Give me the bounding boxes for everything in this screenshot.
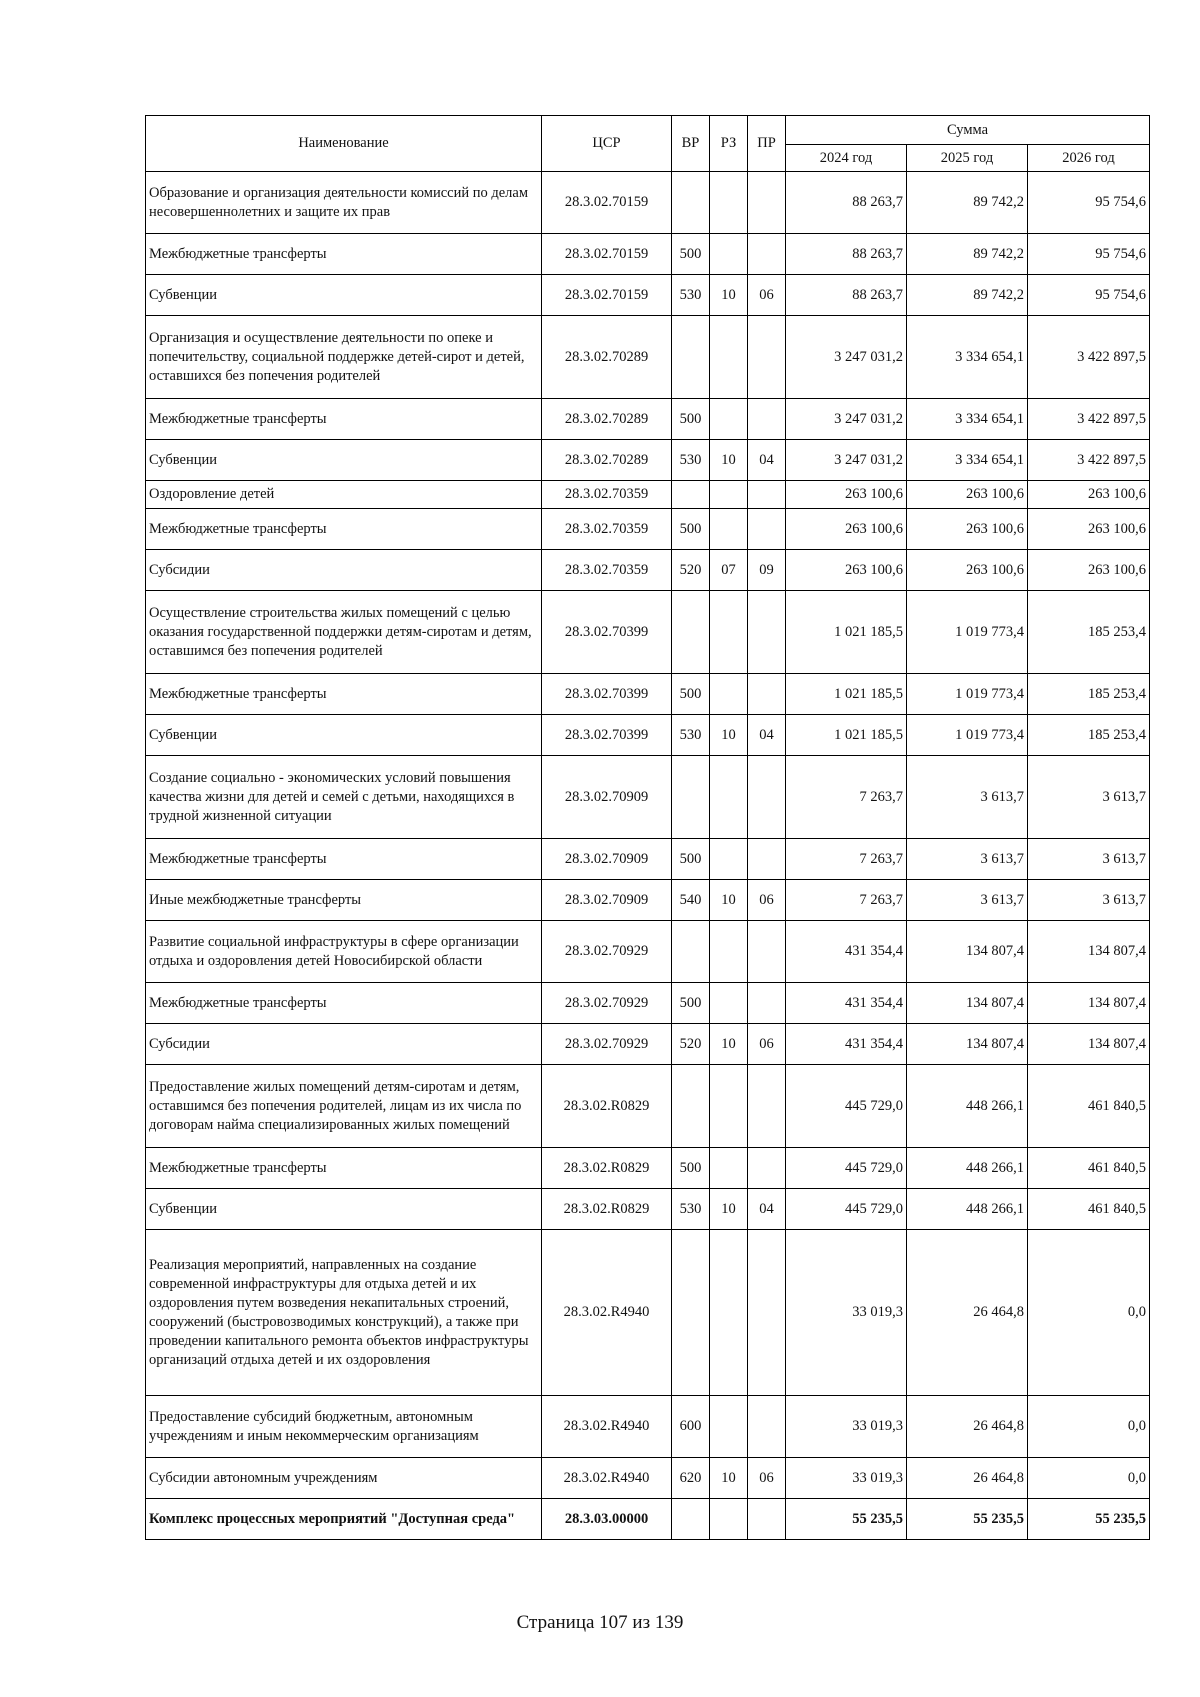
row-sum-2026: 3 422 897,5 xyxy=(1028,399,1150,440)
row-sum-2024: 431 354,4 xyxy=(786,983,907,1024)
row-pr: 04 xyxy=(748,440,786,481)
table-row xyxy=(146,983,1150,1024)
row-sum-2026: 55 235,5 xyxy=(1028,1499,1150,1540)
table-row xyxy=(146,440,1150,481)
row-name: Субвенции xyxy=(146,1189,542,1230)
row-csr: 28.3.02.70159 xyxy=(542,275,672,316)
row-csr: 28.3.02.70289 xyxy=(542,440,672,481)
row-name: Комплекс процессных мероприятий "Доступная среда" xyxy=(146,1499,542,1540)
row-vr: 520 xyxy=(672,550,710,591)
row-pr: 06 xyxy=(748,1458,786,1499)
row-pr xyxy=(748,172,786,234)
row-vr xyxy=(672,591,710,674)
row-sum-2025: 1 019 773,4 xyxy=(907,715,1028,756)
table-row xyxy=(146,172,1150,234)
row-sum-2024: 431 354,4 xyxy=(786,921,907,983)
table-row xyxy=(146,550,1150,591)
row-sum-2025: 1 019 773,4 xyxy=(907,591,1028,674)
row-sum-2024: 1 021 185,5 xyxy=(786,715,907,756)
row-sum-2026: 3 613,7 xyxy=(1028,756,1150,839)
row-csr: 28.3.03.00000 xyxy=(542,1499,672,1540)
row-vr: 500 xyxy=(672,674,710,715)
row-rz xyxy=(710,1499,748,1540)
row-csr: 28.3.02.70399 xyxy=(542,674,672,715)
row-sum-2025: 448 266,1 xyxy=(907,1065,1028,1148)
row-rz xyxy=(710,983,748,1024)
row-rz xyxy=(710,921,748,983)
row-rz xyxy=(710,839,748,880)
row-sum-2024: 7 263,7 xyxy=(786,839,907,880)
row-name: Предоставление субсидий бюджетным, автономным учреждениям и иным некоммерческим организациям xyxy=(146,1396,542,1458)
table-row xyxy=(146,1499,1150,1540)
row-name: Осуществление строительства жилых помещений с целью оказания государственной поддержки детям-сиротам и детям, оставшимся без попечения родителей xyxy=(146,591,542,674)
row-pr xyxy=(748,1148,786,1189)
row-sum-2026: 0,0 xyxy=(1028,1230,1150,1396)
row-sum-2026: 185 253,4 xyxy=(1028,715,1150,756)
row-sum-2024: 445 729,0 xyxy=(786,1065,907,1148)
row-name: Предоставление жилых помещений детям-сиротам и детям, оставшимся без попечения родителей, лицам из их числа по договорам найма специализированных жилых помещений xyxy=(146,1065,542,1148)
row-sum-2024: 7 263,7 xyxy=(786,880,907,921)
row-vr xyxy=(672,1065,710,1148)
row-rz: 10 xyxy=(710,275,748,316)
row-sum-2024: 263 100,6 xyxy=(786,509,907,550)
row-vr: 520 xyxy=(672,1024,710,1065)
row-csr: 28.3.02.70359 xyxy=(542,481,672,509)
row-vr xyxy=(672,921,710,983)
row-name: Организация и осуществление деятельности по опеке и попечительству, социальной поддержке детей-сирот и детей, оставшихся без попечения родителей xyxy=(146,316,542,399)
row-sum-2025: 26 464,8 xyxy=(907,1396,1028,1458)
row-vr: 530 xyxy=(672,715,710,756)
row-csr: 28.3.02.70359 xyxy=(542,550,672,591)
page-number: Страница 107 из 139 xyxy=(516,1612,684,1633)
row-vr xyxy=(672,481,710,509)
row-csr: 28.3.02.70929 xyxy=(542,921,672,983)
row-sum-2025: 55 235,5 xyxy=(907,1499,1028,1540)
row-vr: 530 xyxy=(672,1189,710,1230)
row-sum-2026: 461 840,5 xyxy=(1028,1189,1150,1230)
row-name: Образование и организация деятельности комиссий по делам несовершеннолетних и защите их прав xyxy=(146,172,542,234)
row-rz xyxy=(710,1065,748,1148)
row-rz xyxy=(710,316,748,399)
row-csr: 28.3.02.70399 xyxy=(542,715,672,756)
row-vr: 500 xyxy=(672,839,710,880)
row-pr: 04 xyxy=(748,1189,786,1230)
row-sum-2026: 185 253,4 xyxy=(1028,591,1150,674)
row-vr: 500 xyxy=(672,399,710,440)
row-sum-2024: 3 247 031,2 xyxy=(786,440,907,481)
table-row xyxy=(146,275,1150,316)
row-sum-2024: 1 021 185,5 xyxy=(786,674,907,715)
row-name: Межбюджетные трансферты xyxy=(146,399,542,440)
header-year-2026: 2026 год xyxy=(1028,145,1150,172)
row-sum-2024: 88 263,7 xyxy=(786,234,907,275)
row-sum-2025: 26 464,8 xyxy=(907,1458,1028,1499)
row-rz: 10 xyxy=(710,880,748,921)
row-name: Субвенции xyxy=(146,440,542,481)
row-csr: 28.3.02.R0829 xyxy=(542,1065,672,1148)
row-pr xyxy=(748,674,786,715)
row-sum-2024: 3 247 031,2 xyxy=(786,316,907,399)
row-sum-2025: 448 266,1 xyxy=(907,1148,1028,1189)
row-sum-2026: 95 754,6 xyxy=(1028,234,1150,275)
row-pr xyxy=(748,1499,786,1540)
row-sum-2025: 3 613,7 xyxy=(907,880,1028,921)
row-rz: 10 xyxy=(710,1024,748,1065)
row-csr: 28.3.02.R4940 xyxy=(542,1458,672,1499)
row-name: Межбюджетные трансферты xyxy=(146,509,542,550)
row-csr: 28.3.02.70159 xyxy=(542,234,672,275)
row-rz xyxy=(710,481,748,509)
table-row xyxy=(146,316,1150,399)
row-rz xyxy=(710,1396,748,1458)
row-csr: 28.3.02.70909 xyxy=(542,839,672,880)
header-pr: ПР xyxy=(748,116,786,172)
row-sum-2025: 26 464,8 xyxy=(907,1230,1028,1396)
row-sum-2025: 89 742,2 xyxy=(907,275,1028,316)
row-sum-2026: 134 807,4 xyxy=(1028,921,1150,983)
table-row xyxy=(146,1396,1150,1458)
row-pr xyxy=(748,1230,786,1396)
row-sum-2025: 89 742,2 xyxy=(907,172,1028,234)
row-csr: 28.3.02.70929 xyxy=(542,983,672,1024)
row-sum-2024: 55 235,5 xyxy=(786,1499,907,1540)
row-sum-2025: 263 100,6 xyxy=(907,509,1028,550)
row-vr: 500 xyxy=(672,509,710,550)
row-pr xyxy=(748,983,786,1024)
row-sum-2025: 3 613,7 xyxy=(907,756,1028,839)
row-name: Межбюджетные трансферты xyxy=(146,234,542,275)
row-pr xyxy=(748,1396,786,1458)
row-sum-2025: 134 807,4 xyxy=(907,1024,1028,1065)
row-sum-2024: 3 247 031,2 xyxy=(786,399,907,440)
row-sum-2024: 88 263,7 xyxy=(786,172,907,234)
row-pr: 06 xyxy=(748,1024,786,1065)
row-sum-2026: 3 613,7 xyxy=(1028,880,1150,921)
row-sum-2026: 95 754,6 xyxy=(1028,275,1150,316)
row-sum-2024: 33 019,3 xyxy=(786,1396,907,1458)
row-vr: 620 xyxy=(672,1458,710,1499)
row-pr xyxy=(748,591,786,674)
row-rz: 10 xyxy=(710,1189,748,1230)
row-csr: 28.3.02.70359 xyxy=(542,509,672,550)
header-name: Наименование xyxy=(146,116,542,172)
row-sum-2024: 431 354,4 xyxy=(786,1024,907,1065)
row-name: Субвенции xyxy=(146,715,542,756)
row-vr: 530 xyxy=(672,440,710,481)
row-name: Развитие социальной инфраструктуры в сфере организации отдыха и оздоровления детей Новосибирской области xyxy=(146,921,542,983)
row-rz xyxy=(710,172,748,234)
row-vr: 600 xyxy=(672,1396,710,1458)
table-row xyxy=(146,880,1150,921)
row-sum-2026: 263 100,6 xyxy=(1028,550,1150,591)
table-row xyxy=(146,921,1150,983)
row-sum-2025: 263 100,6 xyxy=(907,481,1028,509)
row-pr: 04 xyxy=(748,715,786,756)
row-csr: 28.3.02.R0829 xyxy=(542,1189,672,1230)
row-sum-2026: 185 253,4 xyxy=(1028,674,1150,715)
row-sum-2024: 445 729,0 xyxy=(786,1148,907,1189)
row-sum-2024: 263 100,6 xyxy=(786,481,907,509)
row-pr xyxy=(748,316,786,399)
row-csr: 28.3.02.R4940 xyxy=(542,1230,672,1396)
row-sum-2024: 445 729,0 xyxy=(786,1189,907,1230)
header-rz: РЗ xyxy=(710,116,748,172)
row-name: Реализация мероприятий, направленных на создание современной инфраструктуры для отдыха детей и их оздоровления путем возведения некапитальных строений, сооружений (быстровозводимых конструкций), а также при проведении капитального ремонта объектов инфраструктуры организаций отдыха детей и их оздоровления xyxy=(146,1230,542,1396)
row-sum-2026: 95 754,6 xyxy=(1028,172,1150,234)
table-row xyxy=(146,1230,1150,1396)
row-sum-2025: 1 019 773,4 xyxy=(907,674,1028,715)
row-csr: 28.3.02.70289 xyxy=(542,316,672,399)
row-sum-2025: 134 807,4 xyxy=(907,983,1028,1024)
row-name: Создание социально - экономических условий повышения качества жизни для детей и семей с детьми, находящихся в трудной жизненной ситуации xyxy=(146,756,542,839)
table-body xyxy=(146,172,1150,1540)
row-sum-2026: 3 422 897,5 xyxy=(1028,316,1150,399)
header-vr: ВР xyxy=(672,116,710,172)
row-vr: 500 xyxy=(672,1148,710,1189)
row-sum-2025: 3 334 654,1 xyxy=(907,316,1028,399)
row-rz: 10 xyxy=(710,715,748,756)
row-csr: 28.3.02.70399 xyxy=(542,591,672,674)
header-csr: ЦСР xyxy=(542,116,672,172)
row-sum-2025: 89 742,2 xyxy=(907,234,1028,275)
table-row xyxy=(146,509,1150,550)
row-sum-2026: 263 100,6 xyxy=(1028,509,1150,550)
row-pr xyxy=(748,1065,786,1148)
table-row xyxy=(146,591,1150,674)
table-row xyxy=(146,1189,1150,1230)
row-rz: 10 xyxy=(710,440,748,481)
row-rz xyxy=(710,1148,748,1189)
row-rz xyxy=(710,756,748,839)
row-vr: 500 xyxy=(672,983,710,1024)
row-vr xyxy=(672,756,710,839)
row-pr xyxy=(748,481,786,509)
table-row xyxy=(146,1024,1150,1065)
row-name: Межбюджетные трансферты xyxy=(146,839,542,880)
row-rz xyxy=(710,1230,748,1396)
table-row xyxy=(146,399,1150,440)
row-rz: 07 xyxy=(710,550,748,591)
row-vr xyxy=(672,172,710,234)
row-csr: 28.3.02.70929 xyxy=(542,1024,672,1065)
row-pr: 06 xyxy=(748,275,786,316)
row-sum-2026: 461 840,5 xyxy=(1028,1065,1150,1148)
row-rz: 10 xyxy=(710,1458,748,1499)
row-vr: 530 xyxy=(672,275,710,316)
row-vr: 540 xyxy=(672,880,710,921)
header-year-2024: 2024 год xyxy=(786,145,907,172)
row-pr xyxy=(748,756,786,839)
row-sum-2025: 3 334 654,1 xyxy=(907,399,1028,440)
row-sum-2024: 1 021 185,5 xyxy=(786,591,907,674)
row-csr: 28.3.02.70159 xyxy=(542,172,672,234)
row-sum-2025: 3 613,7 xyxy=(907,839,1028,880)
table-row xyxy=(146,715,1150,756)
row-sum-2024: 33 019,3 xyxy=(786,1230,907,1396)
row-pr xyxy=(748,921,786,983)
table-row xyxy=(146,481,1150,509)
row-name: Субсидии xyxy=(146,550,542,591)
header-sum: Сумма xyxy=(786,116,1150,145)
row-rz xyxy=(710,509,748,550)
row-sum-2026: 134 807,4 xyxy=(1028,983,1150,1024)
row-rz xyxy=(710,399,748,440)
row-pr xyxy=(748,839,786,880)
row-vr: 500 xyxy=(672,234,710,275)
row-sum-2024: 88 263,7 xyxy=(786,275,907,316)
row-vr xyxy=(672,1499,710,1540)
table-row xyxy=(146,839,1150,880)
table-row xyxy=(146,1148,1150,1189)
row-pr: 09 xyxy=(748,550,786,591)
row-sum-2025: 448 266,1 xyxy=(907,1189,1028,1230)
row-rz xyxy=(710,591,748,674)
budget-table xyxy=(145,115,1150,1540)
row-pr xyxy=(748,399,786,440)
row-sum-2026: 0,0 xyxy=(1028,1396,1150,1458)
row-name: Оздоровление детей xyxy=(146,481,542,509)
row-csr: 28.3.02.70909 xyxy=(542,880,672,921)
row-sum-2025: 263 100,6 xyxy=(907,550,1028,591)
row-name: Межбюджетные трансферты xyxy=(146,983,542,1024)
row-name: Иные межбюджетные трансферты xyxy=(146,880,542,921)
row-rz xyxy=(710,674,748,715)
row-name: Межбюджетные трансферты xyxy=(146,674,542,715)
row-pr xyxy=(748,509,786,550)
table-row xyxy=(146,234,1150,275)
row-name: Субвенции xyxy=(146,275,542,316)
row-sum-2024: 33 019,3 xyxy=(786,1458,907,1499)
table-row xyxy=(146,756,1150,839)
table-row xyxy=(146,674,1150,715)
header-year-2025: 2025 год xyxy=(907,145,1028,172)
row-csr: 28.3.02.70909 xyxy=(542,756,672,839)
row-rz xyxy=(710,234,748,275)
row-vr xyxy=(672,316,710,399)
row-csr: 28.3.02.R0829 xyxy=(542,1148,672,1189)
row-sum-2026: 134 807,4 xyxy=(1028,1024,1150,1065)
row-sum-2025: 3 334 654,1 xyxy=(907,440,1028,481)
row-name: Межбюджетные трансферты xyxy=(146,1148,542,1189)
row-sum-2026: 3 422 897,5 xyxy=(1028,440,1150,481)
row-sum-2024: 7 263,7 xyxy=(786,756,907,839)
row-csr: 28.3.02.70289 xyxy=(542,399,672,440)
row-pr: 06 xyxy=(748,880,786,921)
row-sum-2026: 461 840,5 xyxy=(1028,1148,1150,1189)
row-sum-2026: 3 613,7 xyxy=(1028,839,1150,880)
row-csr: 28.3.02.R4940 xyxy=(542,1396,672,1458)
row-vr xyxy=(672,1230,710,1396)
row-sum-2026: 0,0 xyxy=(1028,1458,1150,1499)
table-row xyxy=(146,1458,1150,1499)
table-row xyxy=(146,1065,1150,1148)
row-sum-2024: 263 100,6 xyxy=(786,550,907,591)
row-pr xyxy=(748,234,786,275)
row-sum-2025: 134 807,4 xyxy=(907,921,1028,983)
row-sum-2026: 263 100,6 xyxy=(1028,481,1150,509)
row-name: Субсидии xyxy=(146,1024,542,1065)
row-name: Субсидии автономным учреждениям xyxy=(146,1458,542,1499)
